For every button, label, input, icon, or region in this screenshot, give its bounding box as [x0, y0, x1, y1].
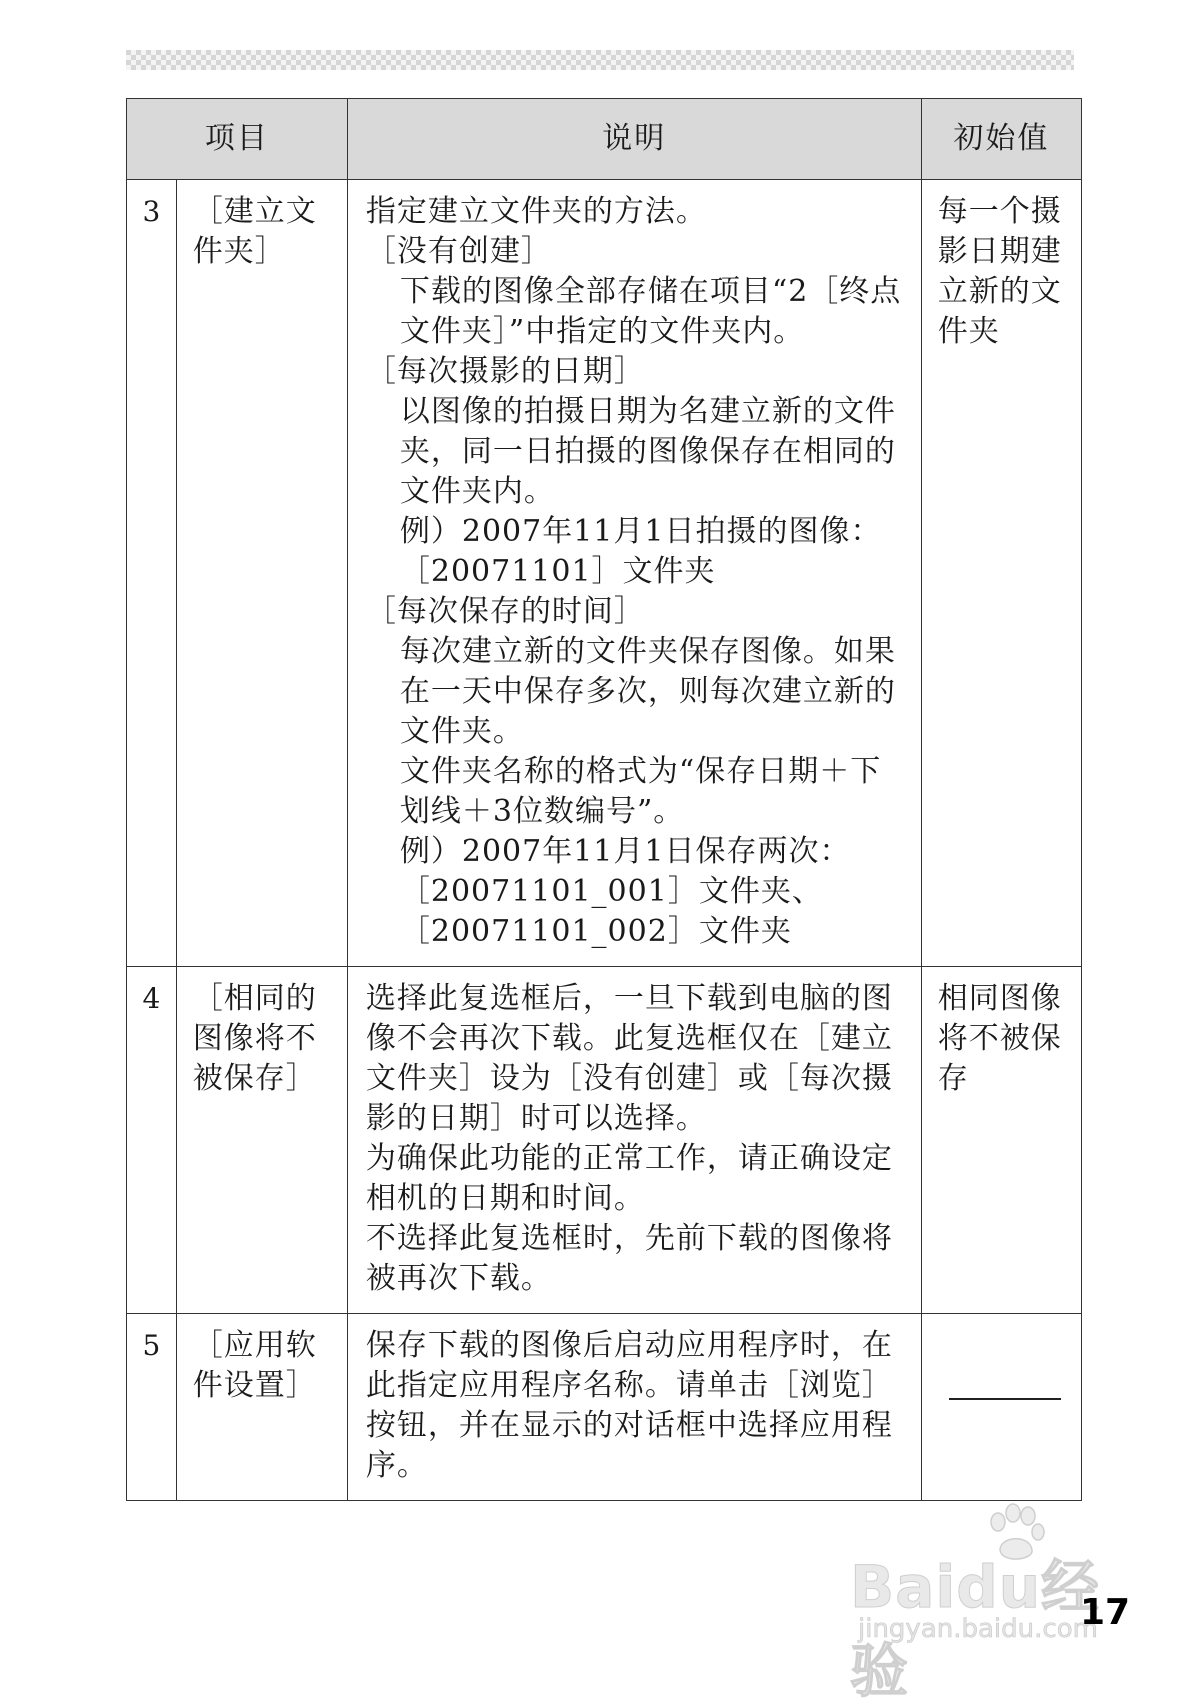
description-line: 不选择此复选框时，先前下载的图像将被再次下载。	[365, 1221, 893, 1296]
row-description	[347, 967, 921, 1314]
example-line: ［20071101］文件夹	[399, 554, 716, 589]
table-row	[127, 180, 1082, 967]
option-heading: ［每次保存的时间］	[365, 594, 645, 629]
description-line: 保存下载的图像后启动应用程序时，在此指定应用程序名称。请单击［浏览］按钮，并在显示的对话框中选择应用程序。	[365, 1328, 893, 1483]
description-line: 文件夹名称的格式为“保存日期＋下划线＋3位数编号”。	[399, 754, 882, 829]
no-default-dash	[949, 1398, 1061, 1400]
watermark-logo: Baidu经验	[850, 1553, 1101, 1705]
header-description: 说明	[347, 99, 921, 180]
header-initial-value: 初始值	[921, 99, 1081, 180]
description-line: 下载的图像全部存储在项目“2［终点文件夹］”中指定的文件夹内。	[399, 274, 902, 349]
example-line: ［20071101_001］文件夹、	[399, 874, 823, 909]
option-heading: ［每次摄影的日期］	[365, 354, 645, 389]
header-item: 项目	[127, 99, 348, 180]
example-line: ［20071101_002］文件夹	[399, 914, 792, 949]
option-heading: ［没有创建］	[365, 234, 552, 269]
description-line: 以图像的拍摄日期为名建立新的文件夹，同一日拍摄的图像保存在相同的文件夹内。	[399, 394, 896, 509]
row-initial-value: 每一个摄影日期建立新的文件夹	[921, 180, 1081, 967]
description-line: 选择此复选框后，一旦下载到电脑的图像不会再次下载。此复选框仅在［建立文件夹］设为［没有创建］或［每次摄影的日期］时可以选择。	[365, 981, 893, 1136]
row-number: 5	[127, 1314, 177, 1501]
page-number: 17	[1080, 1592, 1131, 1633]
table-row	[127, 1314, 1082, 1501]
description-line: 为确保此功能的正常工作，请正确设定相机的日期和时间。	[365, 1141, 893, 1216]
watermark-url: jingyan.baidu.com	[858, 1614, 1098, 1644]
row-item-name: ［应用软件设置］	[176, 1314, 347, 1501]
row-number: 4	[127, 967, 177, 1314]
row-initial-value	[921, 1314, 1081, 1501]
row-item-name: ［建立文件夹］	[176, 180, 347, 967]
decorative-header-band	[126, 50, 1074, 70]
example-line: 例）2007年11月1日拍摄的图像：	[399, 514, 882, 549]
description-line: 每次建立新的文件夹保存图像。如果在一天中保存多次，则每次建立新的文件夹。	[399, 634, 896, 749]
table-row	[127, 967, 1082, 1314]
row-item-name: ［相同的图像将不被保存］	[176, 967, 347, 1314]
row-description	[347, 180, 921, 967]
table-header-row	[127, 99, 1082, 180]
row-number: 3	[127, 180, 177, 967]
settings-table	[126, 98, 1082, 1501]
row-initial-value: 相同图像将不被保存	[921, 967, 1081, 1314]
example-line: 例）2007年11月1日保存两次：	[399, 834, 851, 869]
description-line: 指定建立文件夹的方法。	[365, 194, 707, 229]
row-description	[347, 1314, 921, 1501]
